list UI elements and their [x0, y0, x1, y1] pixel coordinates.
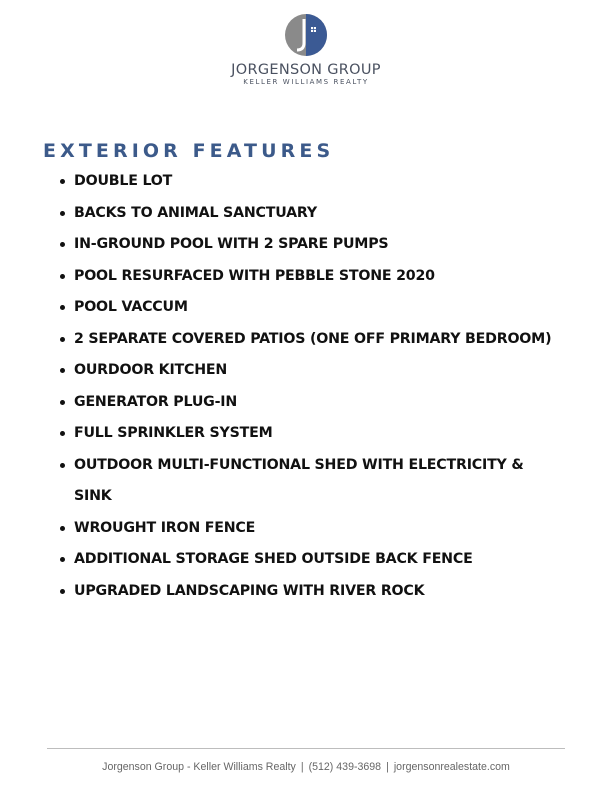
feature-label: DOUBLE LOT — [74, 173, 173, 189]
bullet-icon — [60, 463, 65, 468]
feature-label: FULL SPRINKLER SYSTEM — [74, 425, 273, 441]
brand-name: JORGENSON GROUP — [231, 62, 381, 78]
footer-separator: | — [386, 761, 389, 773]
list-item — [60, 355, 560, 387]
footer-separator: | — [300, 761, 304, 773]
footer — [0, 761, 612, 773]
feature-label: GENERATOR PLUG-IN — [74, 393, 238, 410]
section-title: EXTERIOR FEATURES — [43, 140, 335, 162]
feature-label: 2 SEPARATE COVERED PATIOS (ONE OFF PRIMARY BEDROOM) — [74, 330, 552, 347]
feature-label: POOL VACCUM — [74, 299, 188, 315]
list-item — [60, 450, 560, 513]
feature-label: IN-GROUND POOL WITH 2 SPARE PUMPS — [74, 236, 389, 252]
feature-label: WROUGHT IRON FENCE — [74, 519, 256, 536]
list-item — [60, 576, 560, 608]
features-list — [60, 166, 560, 607]
list-item — [60, 166, 560, 198]
list-item — [60, 229, 560, 261]
list-item — [60, 418, 560, 450]
bullet-icon — [60, 557, 65, 562]
feature-label: OUTDOOR MULTI-FUNCTIONAL SHED WITH ELECTRICITY & SINK — [74, 456, 524, 504]
bullet-icon — [60, 526, 65, 531]
footer-website-link[interactable]: jorgensonrealestate.com — [393, 761, 510, 773]
bullet-icon — [60, 242, 65, 247]
bullet-icon — [60, 337, 65, 342]
list-item — [60, 292, 560, 324]
bullet-icon — [60, 274, 65, 279]
feature-label: ADDITIONAL STORAGE SHED OUTSIDE BACK FENCE — [74, 551, 473, 567]
brand-logo — [0, 13, 612, 86]
list-item — [60, 513, 560, 545]
feature-label: UPGRADED LANDSCAPING WITH RIVER ROCK — [74, 582, 425, 599]
bullet-icon — [60, 431, 65, 436]
bullet-icon — [60, 211, 65, 216]
bullet-icon — [60, 179, 65, 184]
bullet-icon — [60, 305, 65, 310]
feature-label: POOL RESURFACED WITH PEBBLE STONE 2020 — [74, 267, 435, 284]
footer-company: Jorgenson Group - Keller Williams Realty — [102, 761, 296, 773]
feature-label: BACKS TO ANIMAL SANCTUARY — [74, 204, 317, 221]
list-item — [60, 324, 560, 356]
footer-divider — [47, 748, 565, 749]
list-item — [60, 261, 560, 293]
bullet-icon — [60, 368, 65, 373]
feature-label: OURDOOR KITCHEN — [74, 362, 228, 378]
bullet-icon — [60, 400, 65, 405]
brand-tagline: KELLER WILLIAMS REALTY — [243, 78, 369, 86]
bullet-icon — [60, 589, 65, 594]
footer-phone[interactable]: (512) 439-3698 — [308, 761, 382, 773]
jg-house-monogram-icon — [284, 13, 328, 57]
list-item — [60, 387, 560, 419]
list-item — [60, 198, 560, 230]
list-item — [60, 544, 560, 576]
